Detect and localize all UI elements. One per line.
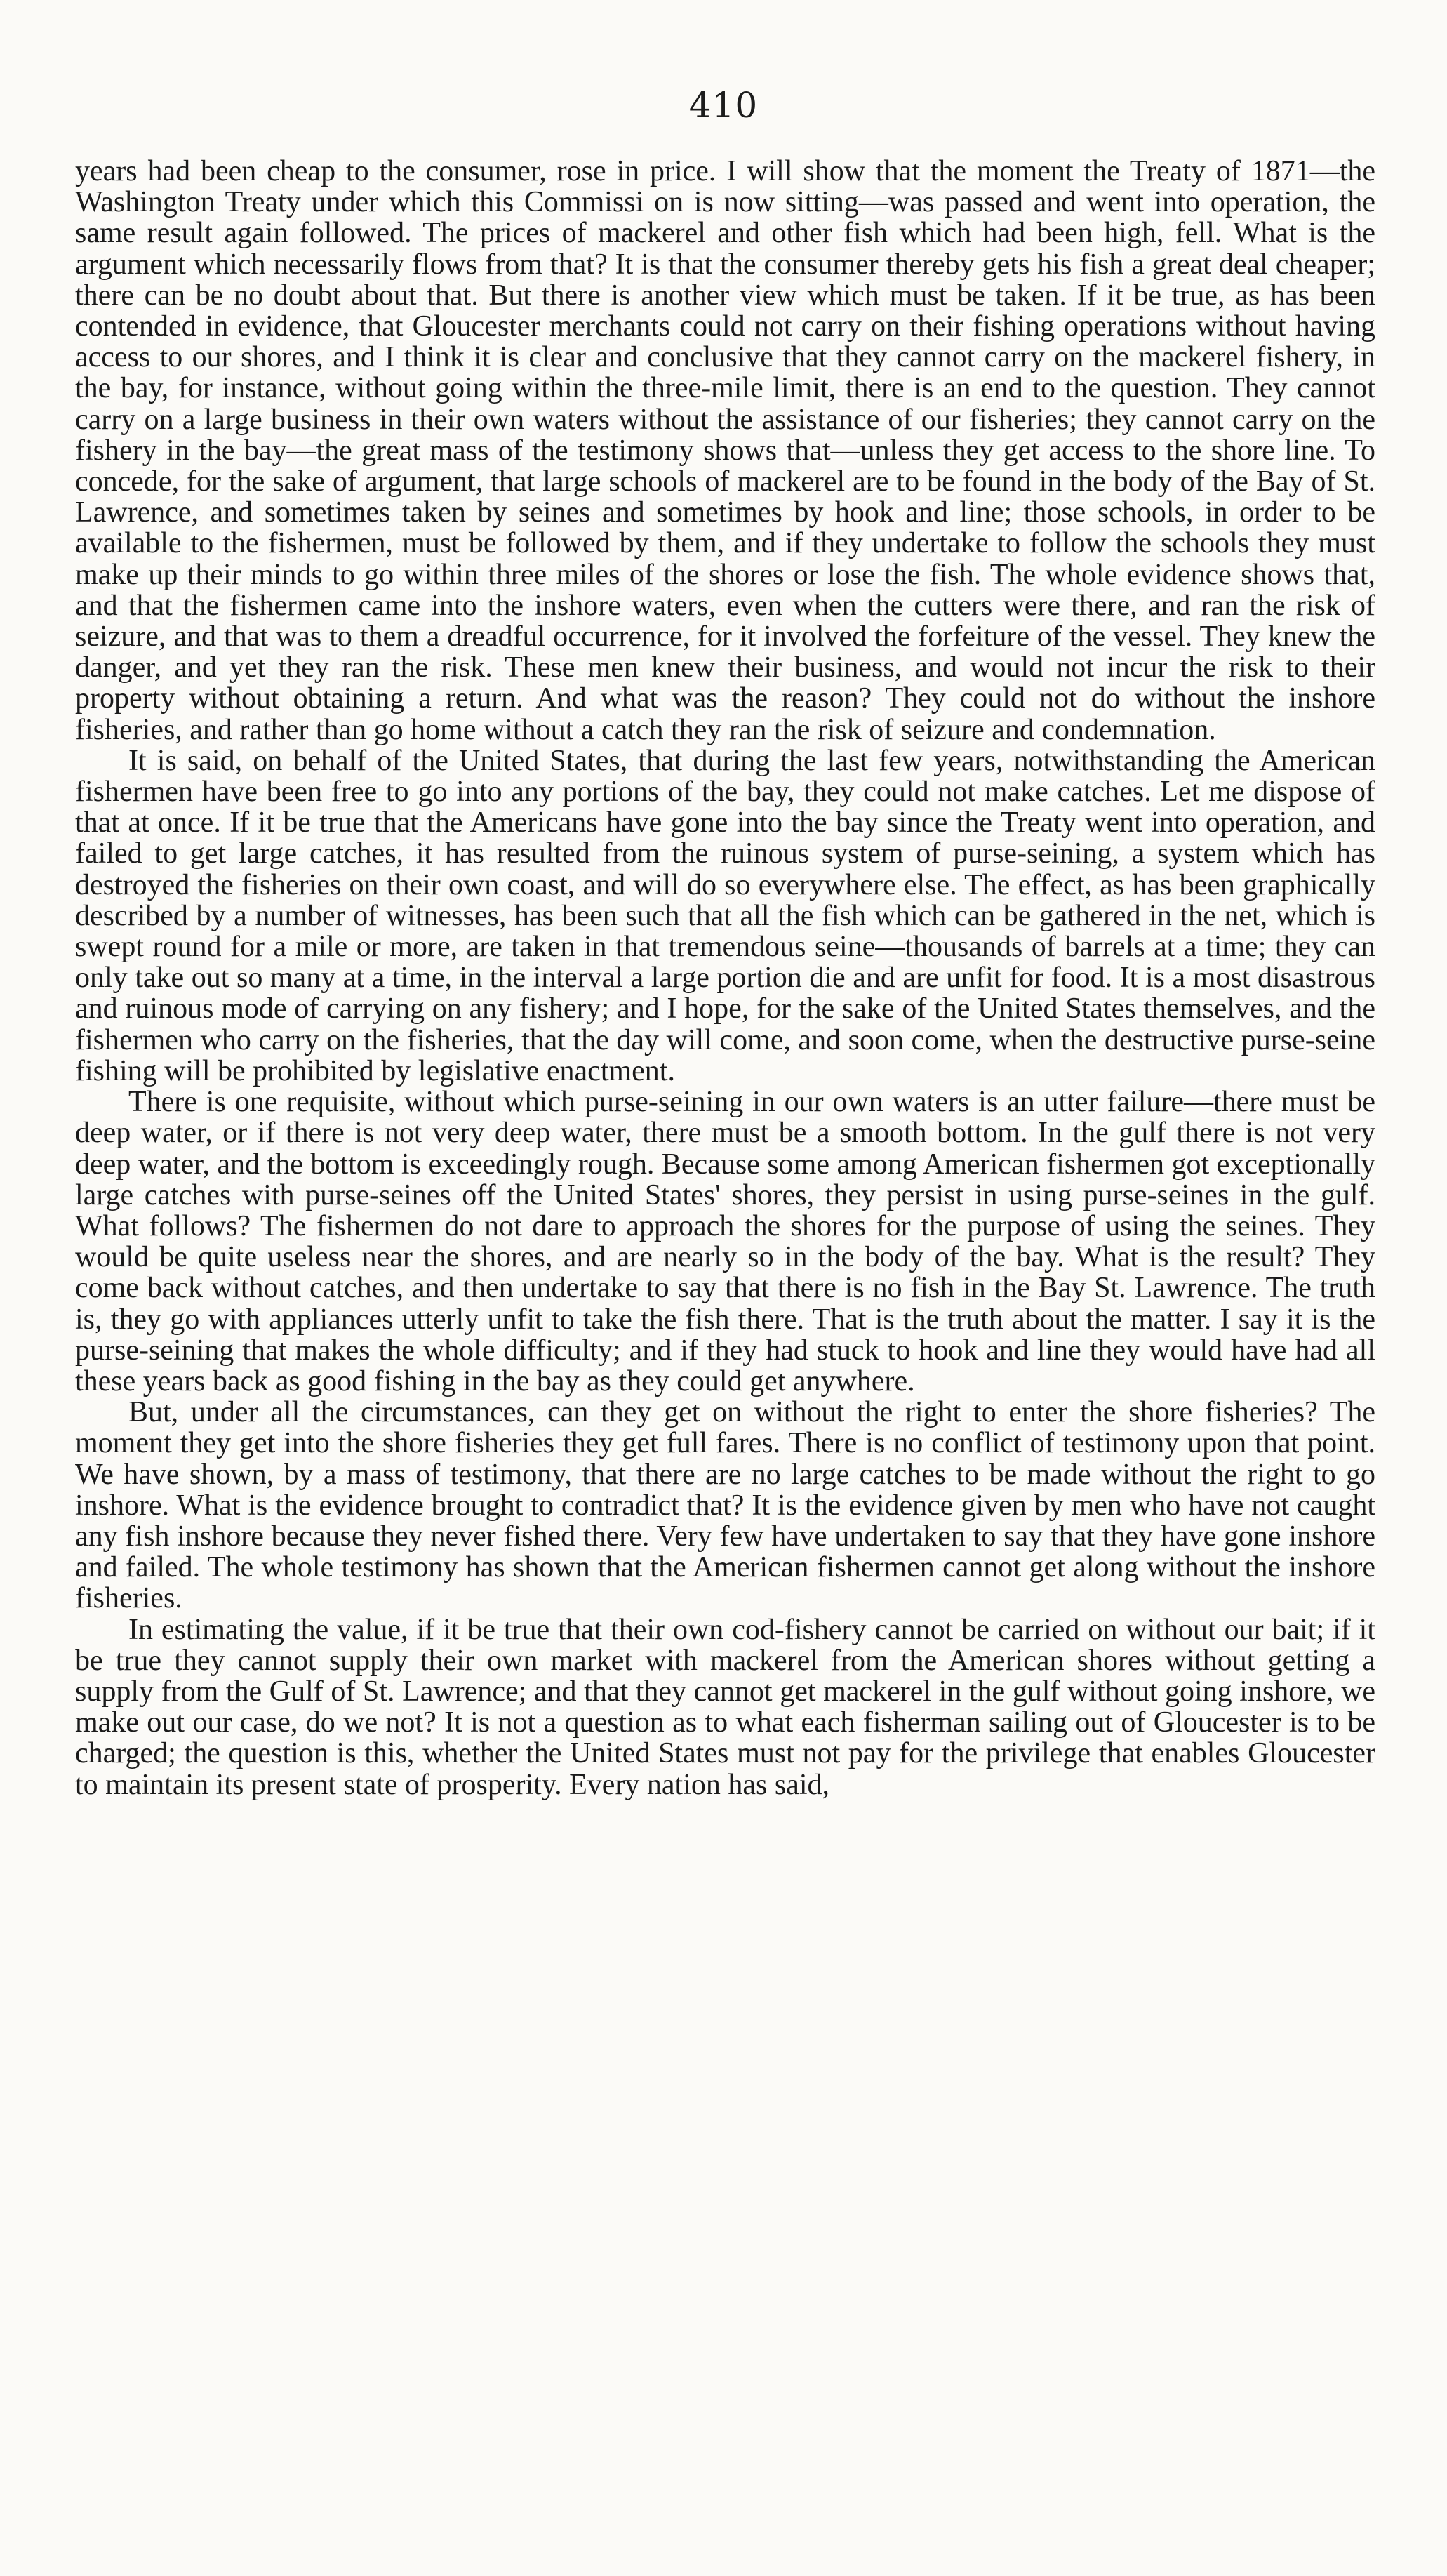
paragraph: But, under all the circumstances, can they get on without the right to enter the shore fisheries? The moment they get into the shore fisheries they get full fares. There is no conflict of testimony upon that point. We have shown, by a mass of testimony, that there are no large catches to be made without the right to go inshore. What is the evidence brought to contradict that? It is the evidence given by men who have not caught any fish inshore because they never fished there. Very few have undertaken to say that they have gone inshore and failed. The whole testimony has shown that the American fishermen cannot get along without the inshore fisheries. xyxy=(75,1396,1375,1615)
paragraph: years had been cheap to the consumer, rose in price. I will show that the moment the Treaty of 1871—the Washington Treaty under which this Commissi on is now sitting—was passed and went into operation, the same result again followed. The prices of mackerel and other fish which had been high, fell. What is the argument which necessarily flows from that? It is that the consumer thereby gets his fish a great deal cheaper; there can be no doubt about that. But there is another view which must be taken. If it be true, as has been contended in evidence, that Gloucester merchants could not carry on their fishing operations without having access to our shores, and I think it is clear and conclusive that they cannot carry on the mackerel fishery, in the bay, for instance, without going within the three-mile limit, there is an end to the question. They cannot carry on a large business in their own waters without the assistance of our fisheries; they cannot carry on the fishery in the bay—the great mass of the testimony shows that—unless they get access to the shore line. To concede, for the sake of argument, that large schools of mackerel are to be found in the body of the Bay of St. Lawrence, and sometimes taken by seines and sometimes by hook and line; those schools, in order to be available to the fishermen, must be followed by them, and if they undertake to follow the schools they must make up their minds to go within three miles of the shores or lose the fish. The whole evidence shows that, and that the fishermen came into the inshore waters, even when the cutters were there, and ran the risk of seizure, and that was to them a dreadful occurrence, for it involved the forfeiture of the vessel. They knew the danger, and yet they ran the risk. These men knew their business, and would not incur the risk to their property without obtaining a return. And what was the reason? They could not do without the inshore fisheries, and rather than go home without a catch they ran the risk of seizure and condemnation. xyxy=(75,155,1375,746)
paragraph: In estimating the value, if it be true that their own cod-fishery cannot be carried on without our bait; if it be true they cannot supply their own market with mackerel from the American shores without getting a supply from the Gulf of St. Lawrence; and that they cannot get mackerel in the gulf without going inshore, we make out our case, do we not? It is not a question as to what each fisherman sailing out of Gloucester is to be charged; the question is this, whether the United States must not pay for the privilege that enables Gloucester to maintain its present state of prosperity. Every nation has said, xyxy=(75,1613,1375,1801)
paragraph: There is one requisite, without which purse-seining in our own waters is an utter failure—there must be deep water, or if there is not very deep water, there must be a smooth bottom. In the gulf there is not very deep water, and the bottom is exceedingly rough. Because some among American fishermen got exceptionally large catches with purse-seines off the United States' shores, they persist in using purse-seines in the gulf. What follows? The fishermen do not dare to approach the shores for the purpose of using the seines. They would be quite useless near the shores, and are nearly so in the body of the bay. What is the result? They come back without catches, and then undertake to say that there is no fish in the Bay St. Lawrence. The truth is, they go with appliances utterly unfit to take the fish there. That is the truth about the matter. I say it is the purse-seining that makes the whole difficulty; and if they had stuck to hook and line they would have had all these years back as good fishing in the bay as they could get anywhere. xyxy=(75,1086,1375,1397)
page-number: 410 xyxy=(688,85,759,126)
body-text xyxy=(75,156,1375,1800)
paragraph: It is said, on behalf of the United States, that during the last few years, notwithstanding the American fishermen have been free to go into any portions of the bay, they could not make catches. Let me dispose of that at once. If it be true that the Americans have gone into the bay since the Treaty went into operation, and failed to get large catches, it has resulted from the ruinous system of purse-seining, a system which has destroyed the fisheries on their own coast, and will do so everywhere else. The effect, as has been graphically described by a number of witnesses, has been such that all the fish which can be gathered in the net, which is swept round for a mile or more, are taken in that tremendous seine—thousands of barrels at a time; they can only take out so many at a time, in the interval a large portion die and are unfit for food. It is a most disastrous and ruinous mode of carrying on any fishery; and I hope, for the sake of the United States themselves, and the fishermen who carry on the fisheries, that the day will come, and soon come, when the destructive purse-seine fishing will be prohibited by legislative enactment. xyxy=(75,744,1375,1087)
